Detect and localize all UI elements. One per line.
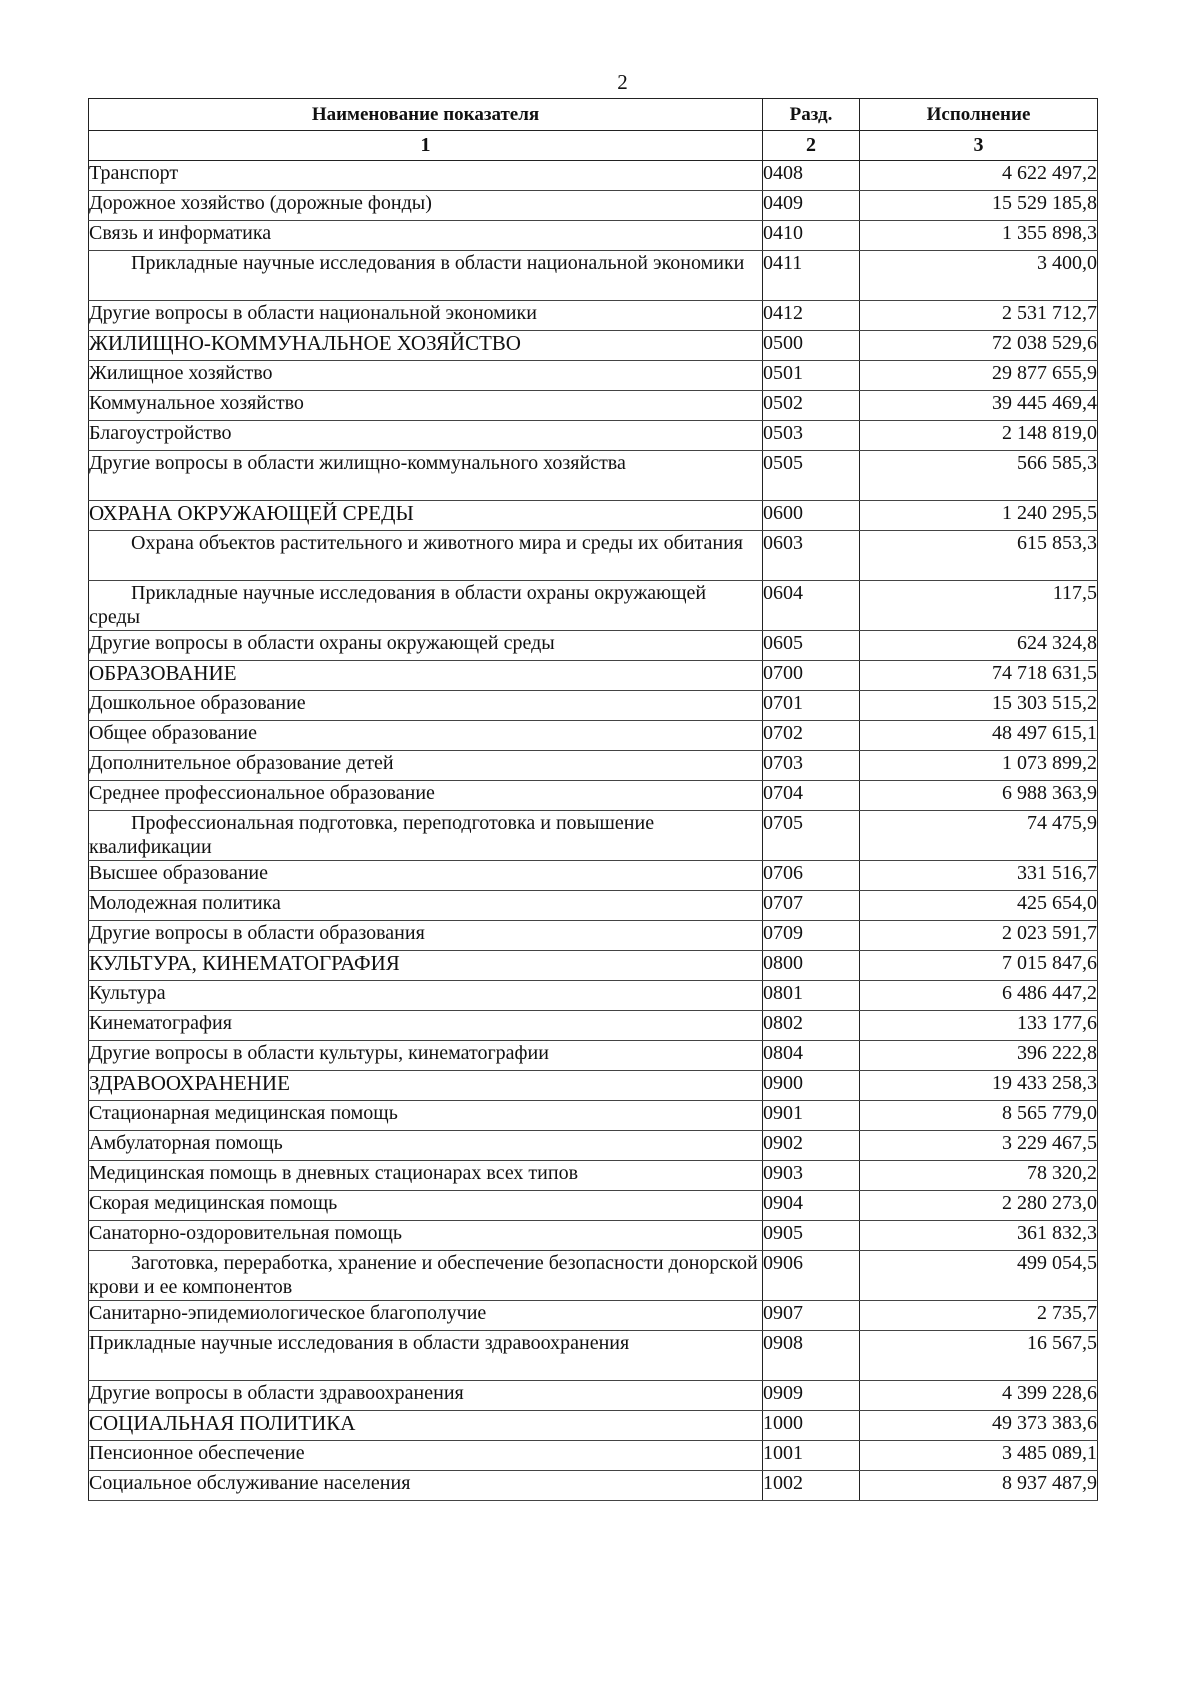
execution-value: 29 877 655,9 bbox=[860, 361, 1098, 391]
indicator-name: Амбулаторная помощь bbox=[89, 1131, 763, 1161]
table-row bbox=[89, 921, 1098, 951]
execution-value: 2 531 712,7 bbox=[860, 301, 1098, 331]
table-row bbox=[89, 451, 1098, 501]
section-code: 0705 bbox=[763, 811, 860, 861]
indicator-name: Транспорт bbox=[89, 161, 763, 191]
table-row bbox=[89, 811, 1098, 861]
indicator-name: СОЦИАЛЬНАЯ ПОЛИТИКА bbox=[89, 1411, 763, 1441]
indicator-name: Профессиональная подготовка, переподготовка и повышение квалификации bbox=[89, 811, 763, 861]
section-code: 0706 bbox=[763, 861, 860, 891]
execution-value: 624 324,8 bbox=[860, 631, 1098, 661]
indicator-name: Дошкольное образование bbox=[89, 691, 763, 721]
execution-value: 1 240 295,5 bbox=[860, 501, 1098, 531]
indicator-name: Дополнительное образование детей bbox=[89, 751, 763, 781]
execution-value: 331 516,7 bbox=[860, 861, 1098, 891]
section-code: 0906 bbox=[763, 1251, 860, 1301]
indicator-name: Связь и информатика bbox=[89, 221, 763, 251]
execution-value: 3 229 467,5 bbox=[860, 1131, 1098, 1161]
execution-value: 2 023 591,7 bbox=[860, 921, 1098, 951]
indicator-name: Другие вопросы в области образования bbox=[89, 921, 763, 951]
table-row bbox=[89, 1041, 1098, 1071]
execution-value: 16 567,5 bbox=[860, 1331, 1098, 1381]
execution-value: 74 718 631,5 bbox=[860, 661, 1098, 691]
table-row bbox=[89, 1011, 1098, 1041]
section-code: 0905 bbox=[763, 1221, 860, 1251]
table-row bbox=[89, 751, 1098, 781]
table-row bbox=[89, 721, 1098, 751]
column-number-3: 3 bbox=[860, 131, 1098, 161]
section-code: 0603 bbox=[763, 531, 860, 581]
table-row bbox=[89, 581, 1098, 631]
table-row bbox=[89, 1251, 1098, 1301]
header-row bbox=[89, 99, 1098, 131]
section-row bbox=[89, 1411, 1098, 1441]
column-number-row bbox=[89, 131, 1098, 161]
section-code: 0802 bbox=[763, 1011, 860, 1041]
indicator-name: КУЛЬТУРА, КИНЕМАТОГРАФИЯ bbox=[89, 951, 763, 981]
execution-value: 1 355 898,3 bbox=[860, 221, 1098, 251]
table-row bbox=[89, 251, 1098, 301]
execution-value: 3 400,0 bbox=[860, 251, 1098, 301]
indicator-name: Высшее образование bbox=[89, 861, 763, 891]
indicator-name: Прикладные научные исследования в области национальной экономики bbox=[89, 251, 763, 301]
execution-value: 361 832,3 bbox=[860, 1221, 1098, 1251]
table-row bbox=[89, 861, 1098, 891]
indicator-name: Жилищное хозяйство bbox=[89, 361, 763, 391]
execution-value: 74 475,9 bbox=[860, 811, 1098, 861]
execution-value: 78 320,2 bbox=[860, 1161, 1098, 1191]
header-section: Разд. bbox=[763, 99, 860, 131]
table-row bbox=[89, 1441, 1098, 1471]
section-code: 0412 bbox=[763, 301, 860, 331]
section-code: 0800 bbox=[763, 951, 860, 981]
section-code: 0904 bbox=[763, 1191, 860, 1221]
table-row bbox=[89, 161, 1098, 191]
execution-value: 19 433 258,3 bbox=[860, 1071, 1098, 1101]
table-row bbox=[89, 1471, 1098, 1501]
execution-value: 8 565 779,0 bbox=[860, 1101, 1098, 1131]
section-code: 0503 bbox=[763, 421, 860, 451]
execution-value: 566 585,3 bbox=[860, 451, 1098, 501]
indicator-name: Среднее профессиональное образование bbox=[89, 781, 763, 811]
section-code: 0804 bbox=[763, 1041, 860, 1071]
table-row bbox=[89, 1331, 1098, 1381]
section-code: 1000 bbox=[763, 1411, 860, 1441]
indicator-name: ЗДРАВООХРАНЕНИЕ bbox=[89, 1071, 763, 1101]
execution-value: 6 988 363,9 bbox=[860, 781, 1098, 811]
table-row bbox=[89, 1101, 1098, 1131]
section-code: 0411 bbox=[763, 251, 860, 301]
indicator-name: Другие вопросы в области здравоохранения bbox=[89, 1381, 763, 1411]
indicator-name: Другие вопросы в области жилищно-коммунального хозяйства bbox=[89, 451, 763, 501]
section-code: 0902 bbox=[763, 1131, 860, 1161]
section-code: 0502 bbox=[763, 391, 860, 421]
indicator-name: ОБРАЗОВАНИЕ bbox=[89, 661, 763, 691]
indicator-name: Дорожное хозяйство (дорожные фонды) bbox=[89, 191, 763, 221]
execution-value: 1 073 899,2 bbox=[860, 751, 1098, 781]
section-code: 0604 bbox=[763, 581, 860, 631]
table-row bbox=[89, 221, 1098, 251]
indicator-name: Скорая медицинская помощь bbox=[89, 1191, 763, 1221]
section-code: 0901 bbox=[763, 1101, 860, 1131]
execution-value: 2 280 273,0 bbox=[860, 1191, 1098, 1221]
section-code: 0703 bbox=[763, 751, 860, 781]
execution-value: 615 853,3 bbox=[860, 531, 1098, 581]
indicator-name: Пенсионное обеспечение bbox=[89, 1441, 763, 1471]
section-code: 0701 bbox=[763, 691, 860, 721]
execution-value: 117,5 bbox=[860, 581, 1098, 631]
indicator-name: ОХРАНА ОКРУЖАЮЩЕЙ СРЕДЫ bbox=[89, 501, 763, 531]
section-row bbox=[89, 501, 1098, 531]
execution-value: 396 222,8 bbox=[860, 1041, 1098, 1071]
indicator-name: Молодежная политика bbox=[89, 891, 763, 921]
indicator-name: Стационарная медицинская помощь bbox=[89, 1101, 763, 1131]
indicator-name: Социальное обслуживание населения bbox=[89, 1471, 763, 1501]
header-name: Наименование показателя bbox=[89, 99, 763, 131]
execution-value: 72 038 529,6 bbox=[860, 331, 1098, 361]
budget-table bbox=[88, 98, 1098, 1501]
table-row bbox=[89, 1191, 1098, 1221]
indicator-name: Прикладные научные исследования в области здравоохранения bbox=[89, 1331, 763, 1381]
execution-value: 39 445 469,4 bbox=[860, 391, 1098, 421]
table-row bbox=[89, 361, 1098, 391]
section-code: 0908 bbox=[763, 1331, 860, 1381]
execution-value: 3 485 089,1 bbox=[860, 1441, 1098, 1471]
execution-value: 133 177,6 bbox=[860, 1011, 1098, 1041]
execution-value: 15 303 515,2 bbox=[860, 691, 1098, 721]
table-row bbox=[89, 1381, 1098, 1411]
table-row bbox=[89, 981, 1098, 1011]
table-row bbox=[89, 891, 1098, 921]
column-number-2: 2 bbox=[763, 131, 860, 161]
table-row bbox=[89, 631, 1098, 661]
indicator-name: Санитарно-эпидемиологическое благополучие bbox=[89, 1301, 763, 1331]
indicator-name: ЖИЛИЩНО-КОММУНАЛЬНОЕ ХОЗЯЙСТВО bbox=[89, 331, 763, 361]
table-row bbox=[89, 1301, 1098, 1331]
section-code: 0600 bbox=[763, 501, 860, 531]
execution-value: 2 148 819,0 bbox=[860, 421, 1098, 451]
indicator-name: Общее образование bbox=[89, 721, 763, 751]
section-code: 0700 bbox=[763, 661, 860, 691]
table-row bbox=[89, 191, 1098, 221]
execution-value: 15 529 185,8 bbox=[860, 191, 1098, 221]
execution-value: 4 622 497,2 bbox=[860, 161, 1098, 191]
section-row bbox=[89, 331, 1098, 361]
table-row bbox=[89, 421, 1098, 451]
execution-value: 6 486 447,2 bbox=[860, 981, 1098, 1011]
indicator-name: Другие вопросы в области национальной экономики bbox=[89, 301, 763, 331]
header-execution: Исполнение bbox=[860, 99, 1098, 131]
table-row bbox=[89, 391, 1098, 421]
indicator-name: Заготовка, переработка, хранение и обеспечение безопасности донорской крови и ее компонентов bbox=[89, 1251, 763, 1301]
section-code: 0704 bbox=[763, 781, 860, 811]
section-code: 0408 bbox=[763, 161, 860, 191]
table-row bbox=[89, 1131, 1098, 1161]
table-row bbox=[89, 531, 1098, 581]
section-code: 0707 bbox=[763, 891, 860, 921]
execution-value: 4 399 228,6 bbox=[860, 1381, 1098, 1411]
table-row bbox=[89, 1161, 1098, 1191]
execution-value: 48 497 615,1 bbox=[860, 721, 1098, 751]
section-code: 0909 bbox=[763, 1381, 860, 1411]
section-code: 1001 bbox=[763, 1441, 860, 1471]
indicator-name: Медицинская помощь в дневных стационарах всех типов bbox=[89, 1161, 763, 1191]
section-code: 0702 bbox=[763, 721, 860, 751]
indicator-name: Коммунальное хозяйство bbox=[89, 391, 763, 421]
section-row bbox=[89, 661, 1098, 691]
section-code: 0501 bbox=[763, 361, 860, 391]
indicator-name: Прикладные научные исследования в области охраны окружающей среды bbox=[89, 581, 763, 631]
indicator-name: Санаторно-оздоровительная помощь bbox=[89, 1221, 763, 1251]
execution-value: 7 015 847,6 bbox=[860, 951, 1098, 981]
table-row bbox=[89, 781, 1098, 811]
section-code: 0907 bbox=[763, 1301, 860, 1331]
indicator-name: Кинематография bbox=[89, 1011, 763, 1041]
table-row bbox=[89, 301, 1098, 331]
indicator-name: Другие вопросы в области культуры, кинематографии bbox=[89, 1041, 763, 1071]
section-row bbox=[89, 951, 1098, 981]
section-code: 0500 bbox=[763, 331, 860, 361]
indicator-name: Благоустройство bbox=[89, 421, 763, 451]
section-code: 0505 bbox=[763, 451, 860, 501]
section-code: 0801 bbox=[763, 981, 860, 1011]
indicator-name: Другие вопросы в области охраны окружающей среды bbox=[89, 631, 763, 661]
execution-value: 499 054,5 bbox=[860, 1251, 1098, 1301]
section-code: 0409 bbox=[763, 191, 860, 221]
section-code: 1002 bbox=[763, 1471, 860, 1501]
execution-value: 425 654,0 bbox=[860, 891, 1098, 921]
section-code: 0410 bbox=[763, 221, 860, 251]
indicator-name: Охрана объектов растительного и животного мира и среды их обитания bbox=[89, 531, 763, 581]
column-number-1: 1 bbox=[89, 131, 763, 161]
section-code: 0903 bbox=[763, 1161, 860, 1191]
page-number: 2 bbox=[617, 70, 628, 94]
indicator-name: Культура bbox=[89, 981, 763, 1011]
section-code: 0605 bbox=[763, 631, 860, 661]
execution-value: 49 373 383,6 bbox=[860, 1411, 1098, 1441]
table-body bbox=[89, 161, 1098, 1501]
section-row bbox=[89, 1071, 1098, 1101]
execution-value: 8 937 487,9 bbox=[860, 1471, 1098, 1501]
execution-value: 2 735,7 bbox=[860, 1301, 1098, 1331]
table-row bbox=[89, 1221, 1098, 1251]
section-code: 0709 bbox=[763, 921, 860, 951]
table-row bbox=[89, 691, 1098, 721]
section-code: 0900 bbox=[763, 1071, 860, 1101]
